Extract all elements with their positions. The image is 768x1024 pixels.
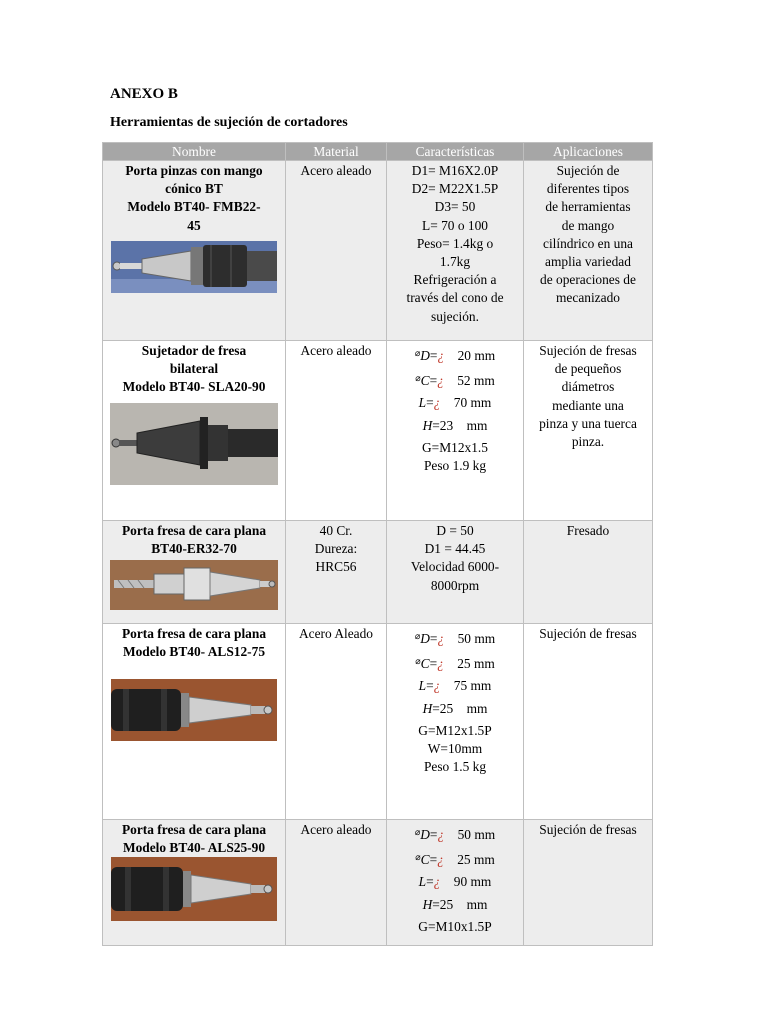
tool-holder-photo [111,241,277,293]
applications-cell: Sujeción de fresas [524,820,653,946]
table-row [103,820,653,946]
name-cell [103,161,286,341]
tool-holder-photo [111,857,277,921]
column-header-nombre: Nombre [103,143,286,161]
formula-line: ⌀C=¿ 52 mm [415,373,495,389]
features-cell: D = 50 D1 = 44.45 Velocidad 6000- 8000rpm [387,521,524,624]
table-row [103,341,653,521]
column-header-caracteristicas: Características [387,143,524,161]
applications-cell: Fresado [524,521,653,624]
tool-name: Sujetador de fresa bilateral Modelo BT40- SLA20-90 [122,343,266,395]
material-cell: 40 Cr. Dureza: HRC56 [286,521,387,624]
column-header-material: Material [286,143,387,161]
formula-line: H=25 mm [422,896,488,912]
section-title: Herramientas de sujeción de cortadores [110,115,348,130]
table-row [103,624,653,820]
formula-line: ⌀D=¿ 50 mm [414,827,496,842]
tool-holder-photo [110,403,278,485]
tool-name: Porta fresa de cara plana BT40-ER32-70 [121,523,267,557]
features-cell: ⌀D=¿ 50 mm ⌀C=¿ 25 mm L=¿ 75 mm H=25 mm G=M12x1.5P W=10mm Peso 1.5 kg [387,624,524,820]
features-cell: D1= M16X2.0P D2= M22X1.5P D3= 50 L= 70 o 100 Peso= 1.4kg o 1.7kg Refrigeración a través del cono de sujeción. [387,161,524,341]
formula-line: ⌀C=¿ 25 mm [415,656,495,672]
name-cell [103,820,286,946]
formula-line: L=¿ 75 mm [418,678,492,694]
material-cell: Acero aleado [286,341,387,521]
formula-line: H=25 mm [422,700,488,716]
name-cell [103,341,286,521]
material-cell: Acero Aleado [286,624,387,820]
features-cell: ⌀D=¿ 50 mm ⌀C=¿ 25 mm L=¿ 90 mm H=25 mm G=M10x1.5P [387,820,524,946]
table-row [103,161,653,341]
column-header-aplicaciones: Aplicaciones [524,143,653,161]
formula-line: L=¿ 90 mm [418,874,492,890]
tool-holder-table [102,142,653,946]
tool-holder-photo [111,679,277,741]
name-cell [103,521,286,624]
applications-cell: Sujeción de fresas de pequeños diámetros mediante una pinza y una tuerca pinza. [524,341,653,521]
applications-cell: Sujeción de fresas [524,624,653,820]
table-header-row [103,143,653,161]
formula-line: H=23 mm [422,417,488,433]
annex-title: ANEXO B [110,86,178,102]
formula-line: ⌀C=¿ 25 mm [415,852,495,868]
tool-name: Porta fresa de cara plana Modelo BT40- ALS12-75 [121,626,267,660]
material-cell: Acero aleado [286,161,387,341]
tool-name: Porta fresa de cara plana Modelo BT40- ALS25-90 [121,822,267,856]
tool-holder-photo [110,560,278,610]
applications-cell: Sujeción de diferentes tipos de herramientas de mango cilíndrico en una amplia variedad de operaciones de mecanizado [524,161,653,341]
table-row [103,521,653,624]
name-cell [103,624,286,820]
tool-name: Porta pinzas con mango cónico BT Modelo BT40- FMB22- 45 [125,163,263,233]
formula-line: ⌀D=¿ 20 mm [414,348,496,363]
formula-line: ⌀D=¿ 50 mm [414,631,496,646]
features-cell: ⌀D=¿ 20 mm ⌀C=¿ 52 mm L=¿ 70 mm H=23 mm G=M12x1.5 Peso 1.9 kg [387,341,524,521]
material-cell: Acero aleado [286,820,387,946]
formula-line: L=¿ 70 mm [418,395,492,411]
